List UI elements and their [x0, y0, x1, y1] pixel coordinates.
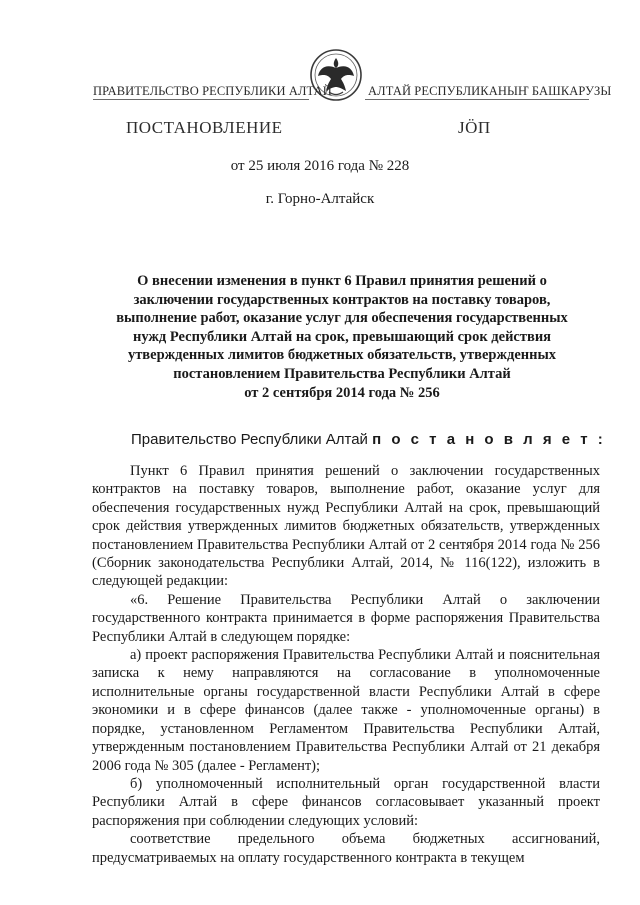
- header-left-text: ПРАВИТЕЛЬСТВО РЕСПУБЛИКИ АЛТАЙ: [93, 84, 332, 98]
- body-paragraph: а) проект распоряжения Правительства Республики Алтай и пояснительная записка к нему направляются на согласование в уполномоченные исполнительные органы государственной власти Республики Алтай в сфере экономики и в сфере финансов (далее также - уполномоченные органы) в порядке, установленном Регламентом Правительства Республики Алтай, утвержденным постановлением Правительства Республики Алтай от 21 декабря 2006 года № 305 (далее - Регламент);: [92, 647, 600, 774]
- title-line: постановлением Правительства Республики Алтай: [173, 365, 511, 382]
- title-line: утвержденных лимитов бюджетных обязательств, утвержденных: [127, 347, 557, 364]
- body-paragraph: соответствие предельного объема бюджетных ассигнований, предусматриваемых на оплату государственного контракта в текущем: [92, 831, 600, 866]
- body-paragraph: б) уполномоченный исполнительный орган государственной власти Республики Алтай в сфере финансов согласовывает указанный проект распоряжения при соблюдении следующих условий:: [92, 775, 600, 829]
- body-paragraph: Пункт 6 Правил принятия решений о заключении государственных контрактов на поставку товаров, выполнение работ, оказание услуг для обеспечения государственных нужд Республики Алтай на срок, превышающий срок действия утвержденных лимитов бюджетных обязательств, утвержденных постановлением Правительства Республики Алтай от 2 сентября 2014 года № 256 (Сборник законодательства Республики Алтай, 2014, № 116(122), изложить в следующей редакции:: [92, 463, 600, 590]
- doc-type-altai: JÖП: [458, 118, 491, 137]
- header-rule-right: [365, 99, 589, 100]
- title-line: О внесении изменения в пункт 6 Правил принятия решений о: [137, 273, 547, 289]
- title-line: от 2 сентября 2014 года № 256: [244, 384, 440, 401]
- preamble-verb: п о с т а н о в л я е т :: [372, 431, 606, 448]
- city-line: г. Горно-Алтайск: [265, 191, 375, 207]
- body-paragraph: «6. Решение Правительства Республики Алтай о заключении государственного контракта принимается в форме распоряжения Правительства Республики Алтай в следующем порядке:: [92, 591, 600, 645]
- doc-type-russian: ПОСТАНОВЛЕНИЕ: [126, 118, 283, 137]
- document-title: [96, 272, 588, 402]
- preamble: [131, 431, 606, 448]
- header-right-text: АЛТАЙ РЕСПУБЛИКАНЫҤ БАШКАРУЗЫ: [368, 84, 612, 98]
- title-line: заключении государственных контрактов на поставку товаров,: [133, 291, 551, 308]
- title-line: выполнение работ, оказание услуг для обеспечения государственных: [116, 310, 568, 327]
- preamble-subject: Правительство Республики Алтай: [131, 431, 368, 448]
- header-rule-left: [93, 99, 309, 100]
- title-line: нужд Республики Алтай на срок, превышающий срок действия: [132, 328, 552, 345]
- date-line: от 25 июля 2016 года № 228: [230, 158, 410, 174]
- document-body: [92, 462, 600, 867]
